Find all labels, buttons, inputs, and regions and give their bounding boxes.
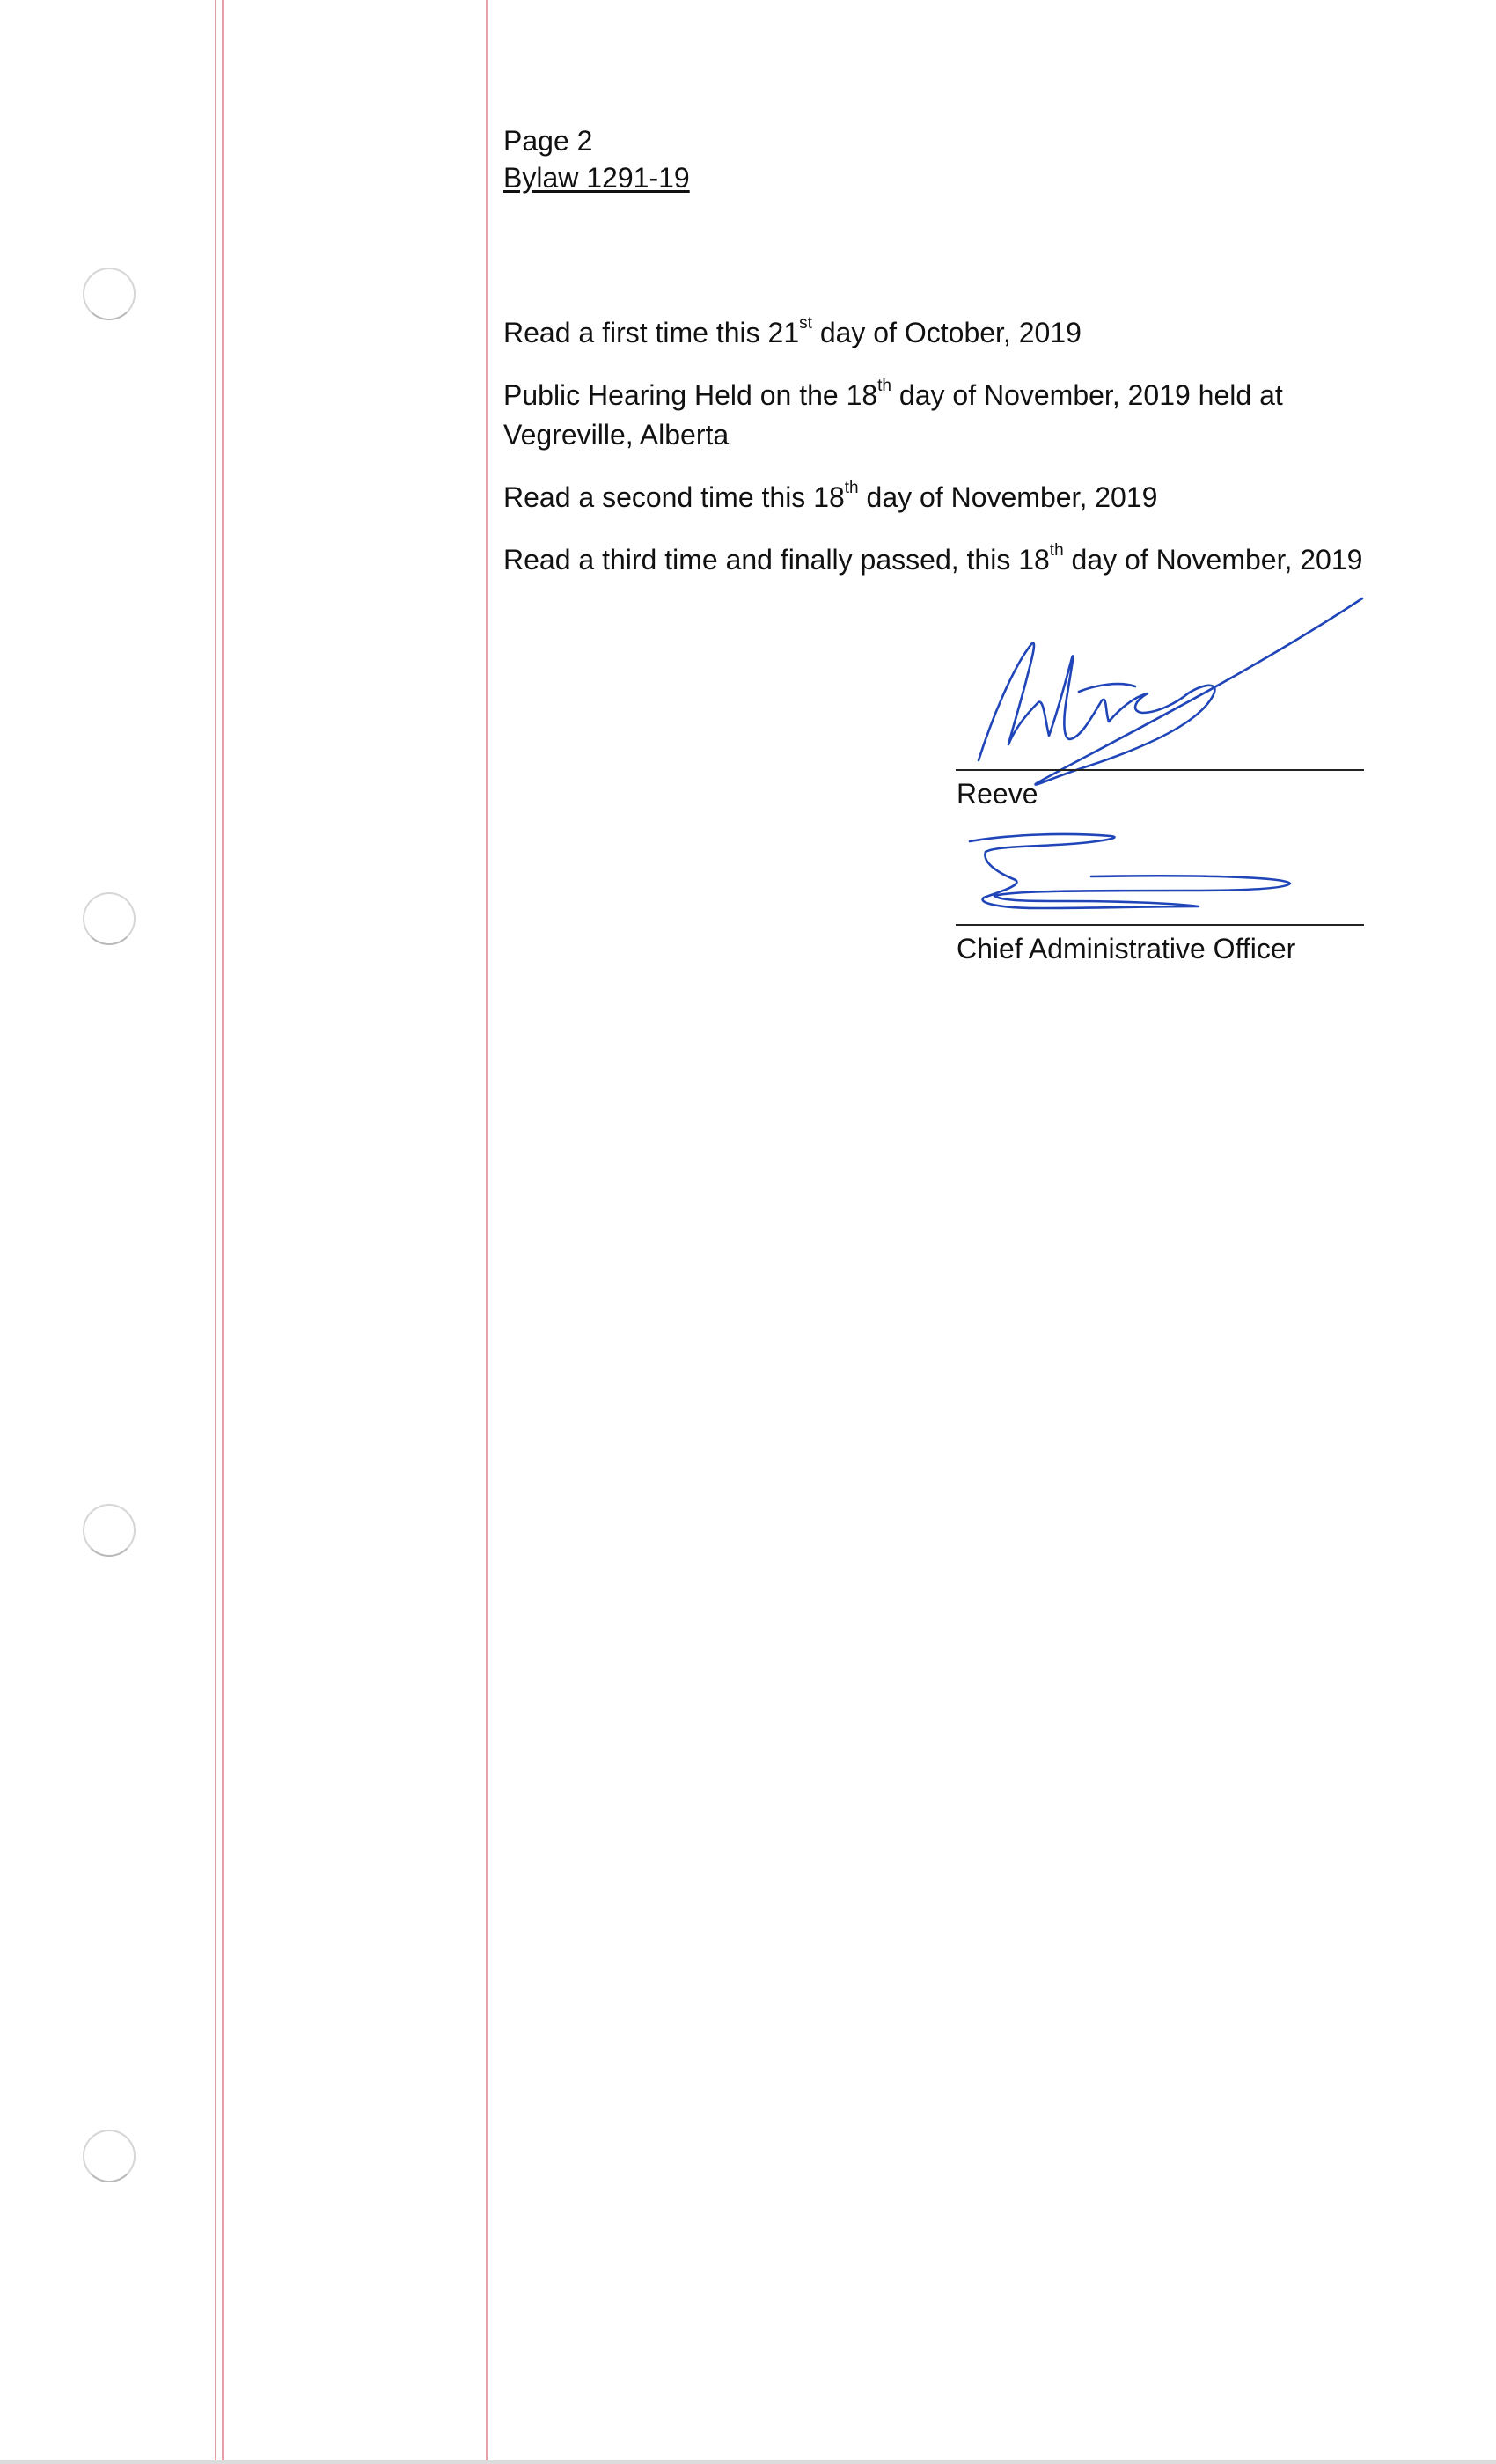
first-reading	[503, 313, 1366, 353]
punch-hole	[83, 2130, 136, 2182]
reading-text: day of November, 2019	[1063, 544, 1363, 576]
reading-text: day of November, 2019	[858, 481, 1158, 513]
cao-caption: Chief Administrative Officer	[957, 933, 1296, 964]
cao-signature-line	[956, 924, 1364, 926]
ordinal-suffix: th	[1049, 540, 1064, 560]
margin-rule	[486, 0, 488, 2464]
bylaw-reference: Bylaw 1291-19	[503, 162, 690, 194]
page-number: Page 2	[503, 125, 593, 157]
reading-text: day of November, 2019 held at Vegreville, Alberta	[503, 379, 1283, 451]
reeve-signature-line	[956, 769, 1364, 771]
ordinal-suffix: th	[877, 376, 892, 395]
second-reading	[503, 478, 1366, 517]
punch-hole	[83, 1504, 136, 1557]
ordinal-suffix: st	[799, 313, 812, 333]
public-hearing	[503, 376, 1366, 455]
scan-edge	[0, 2460, 1496, 2464]
punch-hole	[83, 892, 136, 945]
margin-rule	[222, 0, 224, 2464]
cao-signature	[959, 827, 1311, 924]
punch-hole	[83, 268, 136, 320]
ordinal-suffix: th	[844, 478, 859, 497]
reeve-caption: Reeve	[957, 778, 1038, 810]
reading-text: Public Hearing Held on the 18	[503, 379, 878, 411]
reading-text: Read a third time and finally passed, this 18	[503, 544, 1050, 576]
reading-list	[503, 313, 1366, 603]
reading-text: Read a second time this 18	[503, 481, 845, 513]
margin-rule	[215, 0, 216, 2464]
reading-text: day of October, 2019	[811, 317, 1082, 348]
third-reading	[503, 540, 1366, 580]
reading-text: Read a first time this 21	[503, 317, 800, 348]
